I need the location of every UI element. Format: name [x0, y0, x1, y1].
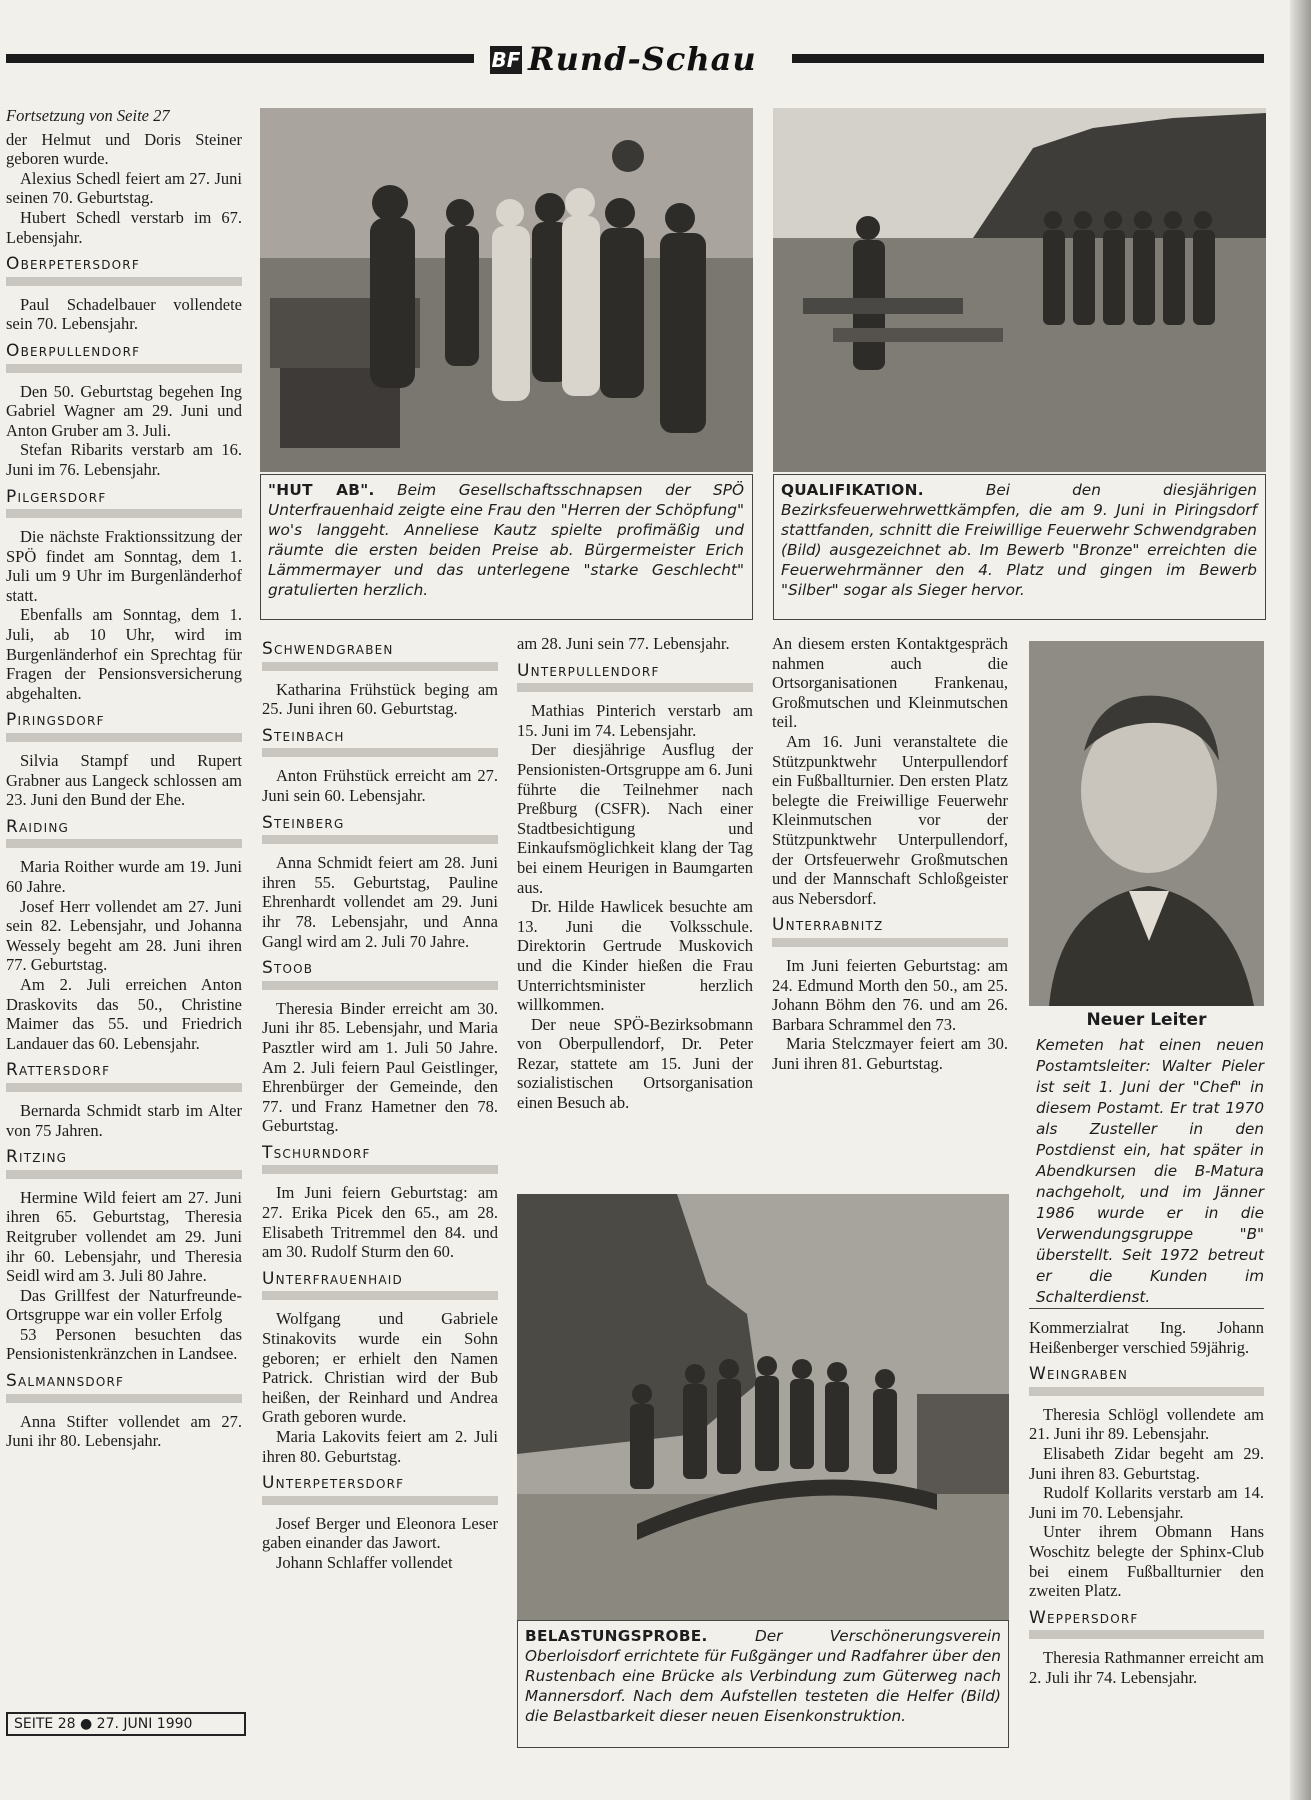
- section-heading: Weingraben: [1029, 1365, 1264, 1396]
- intro-paragraph: Hubert Schedl verstarb im 67. Lebensjahr.: [6, 207, 242, 247]
- section-paragraph: Maria Stelczmayer feiert am 30. Juni ihren 81. Geburtstag.: [772, 1034, 1008, 1073]
- section-heading: Rattersdorf: [6, 1061, 242, 1092]
- section-heading: Oberpetersdorf: [6, 255, 242, 286]
- column-5-sections: [1029, 1365, 1264, 1687]
- continued-note: Fortsetzung von Seite 27: [6, 106, 170, 125]
- photo-hut-ab-graphic: [260, 108, 753, 472]
- section-heading: Oberpullendorf: [6, 342, 242, 373]
- section-paragraph: Anton Frühstück erreicht am 27. Juni sein 60. Lebensjahr.: [262, 766, 498, 805]
- section-paragraph: Stefan Ribarits verstarb am 16. Juni im 76. Lebensjahr.: [6, 440, 242, 479]
- section-paragraph: Die nächste Fraktionssitzung der SPÖ findet am Sonntag, dem 1. Juli um 9 Uhr im Burgenländerhof statt.: [6, 527, 242, 605]
- section-paragraph: Hermine Wild feiert am 27. Juni ihren 65. Geburtstag, Theresia Reitgruber vollendet am 29. Juni ihr 60. Lebensjahr, und Theresia Seidl wird am 3. Juli 80 Jahre.: [6, 1187, 242, 1286]
- section-heading: Unterpetersdorf: [262, 1474, 498, 1505]
- section-paragraph: Anna Schmidt feiert am 28. Juni ihren 55. Geburtstag, Pauline Ehrenhardt vollendet am 29. Juni ihr 78. Lebensjahr, und Anna Gangl wird am 2. Juli 70 Jahre.: [262, 853, 498, 951]
- column-4: [772, 634, 1008, 1073]
- section-heading: Pilgersdorf: [6, 488, 242, 519]
- section-heading: Piringsdorf: [6, 711, 242, 742]
- page-edge: [1290, 0, 1311, 1800]
- caption-hut-ab-frame: [260, 474, 753, 620]
- photo-belastungsprobe: [517, 1194, 1009, 1620]
- section-paragraph: Der diesjährige Ausflug der Pensionisten-Ortsgruppe am 6. Juni führte die Teilnehmer nach Preßburg (CSFR). Nach einer Stadtbesichtigung und Einkaufsmöglichkeit klang der Tag bei einem Heurigen in Baumgarten aus.: [517, 740, 753, 897]
- caption-hut-ab-title: "HUT AB".: [268, 481, 375, 499]
- section-heading: Steinberg: [262, 814, 498, 845]
- section-paragraph: Im Juni feiern Geburtstag: am 27. Erika Picek den 65., am 28. Elisabeth Tritremmel den 84. und am 30. Rudolf Sturm den 60.: [262, 1183, 498, 1262]
- masthead-title: Rund-Schau: [528, 40, 757, 78]
- section-paragraph: Theresia Binder erreicht am 30. Juni ihr 85. Lebensjahr, und Maria Pasztler wird am 1. Juli 50 Jahre. Am 2. Juli feiern Paul Geistlinger, Ehrenbürger der Gemeinde, den 77. und Franz Hametner den 78. Geburtstag.: [262, 998, 498, 1136]
- page-footer: [6, 1712, 246, 1736]
- intro-paragraph: Am 16. Juni veranstaltete die Stützpunktwehr Unterpullendorf ein Fußballturnier. Den ersten Platz belegte die Freiwillige Feuerwehr Kleinmutschen vor der Stützpunktwehr Unterpullendorf, der Ortsfeuerwehr Großmutschen und der Mannschaft Schloßgeister aus Nebersdorf.: [772, 731, 1008, 908]
- section-paragraph: Unter ihrem Obmann Hans Woschitz belegte der Sphinx-Club bei einem Fußballturnier den zweiten Platz.: [1029, 1522, 1264, 1601]
- column-1-intro: [6, 130, 242, 248]
- portrait-graphic: [1029, 641, 1264, 1006]
- section-paragraph: Den 50. Geburtstag begehen Ing Gabriel Wagner am 29. Juni und Anton Gruber am 3. Juli.: [6, 381, 242, 440]
- section-paragraph: Maria Roither wurde am 19. Juni 60 Jahre.: [6, 857, 242, 896]
- portrait-divider: [1029, 1308, 1264, 1309]
- intro-paragraph: Alexius Schedl feiert am 27. Juni seinen 70. Geburtstag.: [6, 168, 242, 208]
- masthead-rule-right: [792, 54, 1264, 63]
- column-3: [517, 634, 753, 1113]
- section-heading: Unterrabnitz: [772, 916, 1008, 947]
- intro-paragraph: An diesem ersten Kontaktgespräch nahmen auch die Ortsorganisationen Frankenau, Großmutschen und Kleinmutschen teil.: [772, 634, 1008, 732]
- caption-belastungsprobe-title: BELASTUNGSPROBE.: [525, 1627, 708, 1645]
- section-paragraph: Wolfgang und Gabriele Stinakovits wurde ein Sohn geboren; er erhielt den Namen Patrick. Christian wird der Bub heißen, der Reinhard und Andrea Grath geboren wurde.: [262, 1309, 498, 1427]
- section-heading: Weppersdorf: [1029, 1609, 1264, 1640]
- portrait-caption: Kemeten hat einen neuen Postamtsleiter: Walter Pieler ist seit 1. Juni der "Chef" in diesem Postamt. Er trat 1970 als Zusteller in den Postdienst ein, hat später in Abendkursen die B-Matura nachgeholt, und im Jänner 1986 wurde er in die Verwendungsgruppe "B" überstellt. Seit 1972 betreut er die Kunden im Schalterdienst.: [1036, 1036, 1264, 1306]
- column-2: [262, 632, 498, 1573]
- caption-qualifikation-title: QUALIFIKATION.: [781, 481, 924, 499]
- section-paragraph: Rudolf Kollarits verstarb am 14. Juni im 70. Lebensjahr.: [1029, 1483, 1264, 1522]
- section-paragraph: Das Grillfest der Naturfreunde-Ortsgruppe war ein voller Erfolg: [6, 1285, 242, 1325]
- section-heading: Ritzing: [6, 1148, 242, 1179]
- masthead-rule-left: [6, 54, 474, 63]
- portrait-title: Neuer Leiter: [1086, 1010, 1207, 1030]
- column-3-sections: [517, 662, 753, 1113]
- caption-qualifikation-text: Bei den diesjährigen Bezirksfeuerwehrwettkämpfen, die am 9. Juni in Piringsdorf stattfanden, schnitt die Freiwillige Feuerwehr Schwendgraben (Bild) ausgezeichnet ab. Im Bewerb "Bronze" erreichten die Feuerwehrmänner den 4. Platz und gingen im Bewerb "Silber" sogar als Sieger hervor.: [781, 481, 1257, 599]
- column-5-intro: Kommerzialrat Ing. Johann Heißenberger verschied 59jährig.: [1029, 1318, 1264, 1357]
- section-paragraph: Theresia Schlögl vollendete am 21. Juni ihr 89. Lebensjahr.: [1029, 1404, 1264, 1444]
- section-paragraph: Der neue SPÖ-Bezirksobmann von Oberpullendorf, Dr. Peter Rezar, stattete am 15. Juni der sozialistischen Ortsorganisation einen Besuch ab.: [517, 1014, 753, 1113]
- section-paragraph: Elisabeth Zidar begeht am 29. Juni ihren 83. Geburtstag.: [1029, 1443, 1264, 1483]
- footer-bullet: ●: [79, 1716, 93, 1732]
- section-heading: Salmannsdorf: [6, 1372, 242, 1403]
- footer-date: 27. JUNI 1990: [96, 1716, 193, 1732]
- section-heading: Steinbach: [262, 727, 498, 758]
- column-5: [1029, 1318, 1264, 1688]
- caption-belastungsprobe-frame: [517, 1620, 1009, 1748]
- caption-belastungsprobe-text: Der Verschönerungsverein Oberloisdorf errichtete für Fußgänger und Radfahrer über den Rustenbach eine Brücke als Verbindung zum Güterweg nach Mannersdorf. Nach dem Aufstellen testeten die Helfer (Bild) die Belastbarkeit dieser neuen Eisenkonstruktion.: [525, 1627, 1001, 1725]
- section-paragraph: Mathias Pinterich verstarb am 15. Juni im 74. Lebensjahr.: [517, 701, 753, 740]
- section-paragraph: Johann Schlaffer vollendet: [276, 1552, 453, 1572]
- section-paragraph: Ebenfalls am Sonntag, dem 1. Juli, ab 10 Uhr, wird im Burgenländerhof ein Sprechtag für Fragen der Pensionsversicherung abgehalten.: [6, 605, 242, 703]
- section-paragraph: Paul Schadelbauer vollendete sein 70. Lebensjahr.: [6, 294, 242, 334]
- section-paragraph: 53 Personen besuchten das Pensionistenkränzchen in Landsee.: [6, 1324, 242, 1364]
- photo-qualifikation: [773, 108, 1266, 472]
- column-1-sections: [6, 255, 242, 1451]
- caption-qualifikation-frame: [773, 474, 1266, 620]
- column-4-intro: [772, 634, 1008, 908]
- column-3-intro: am 28. Juni sein 77. Lebensjahr.: [517, 634, 730, 653]
- photo-qualifikation-graphic: [773, 108, 1266, 472]
- masthead-logo: BF: [491, 48, 521, 72]
- section-heading: Unterfrauenhaid: [262, 1270, 498, 1301]
- section-heading: Unterpullendorf: [517, 662, 753, 693]
- column-1: [6, 106, 242, 1451]
- column-4-sections: [772, 916, 1008, 1073]
- section-paragraph: Im Juni feierten Geburtstag: am 24. Edmund Morth den 50., am 25. Johann Böhm den 76. und am 26. Barbara Schrammel den 73.: [772, 955, 1008, 1034]
- section-paragraph: Dr. Hilde Hawlicek besuchte am 13. Juni die Volksschule. Direktorin Gertrude Muskovich und die Kinder hießen die Frau Unterrichtsminister herzlich willkommen.: [517, 897, 753, 1015]
- section-heading: Tschurndorf: [262, 1144, 498, 1175]
- caption-hut-ab-text: Beim Gesellschaftsschnapsen der SPÖ Unterfrauenhaid zeigte eine Frau den "Herren der Schöpfung" wo's langgeht. Anneliese Kautz spielte profimäßig und räumte die ersten beiden Preise ab. Bürgermeister Erich Lämmermayer und das unterlegene "starke Geschlecht" gratulierten herzlich.: [268, 481, 744, 599]
- section-paragraph: Maria Lakovits feiert am 2. Juli ihren 80. Geburtstag.: [262, 1427, 498, 1466]
- photo-belastungsprobe-graphic: [517, 1194, 1009, 1620]
- section-paragraph: Josef Herr vollendet am 27. Juni sein 82. Lebensjahr, und Johanna Wessely begeht am 28. Juni ihren 77. Geburtstag.: [6, 896, 242, 975]
- section-heading: Stoob: [262, 959, 498, 990]
- column-2-sections: [262, 640, 498, 1573]
- section-heading: Schwendgraben: [262, 640, 498, 671]
- section-paragraph: Josef Berger und Eleonora Leser gaben einander das Jawort.: [262, 1513, 498, 1553]
- section-paragraph: Am 2. Juli erreichen Anton Draskovits das 50., Christine Maimer das 55. und Friedrich Landauer das 60. Lebensjahr.: [6, 974, 242, 1053]
- section-paragraph: Anna Stifter vollendet am 27. Juni ihr 80. Lebensjahr.: [6, 1411, 242, 1451]
- section-paragraph: Theresia Rathmanner erreicht am 2. Juli ihr 74. Lebensjahr.: [1029, 1648, 1264, 1687]
- section-heading: Raiding: [6, 818, 242, 849]
- section-paragraph: Bernarda Schmidt starb im Alter von 75 Jahren.: [6, 1100, 242, 1140]
- section-paragraph: Katharina Frühstück beging am 25. Juni ihren 60. Geburtstag.: [262, 679, 498, 719]
- section-paragraph: Silvia Stampf und Rupert Grabner aus Langeck schlossen am 23. Juni den Bund der Ehe.: [6, 751, 242, 810]
- portrait-photo: [1029, 641, 1264, 1006]
- photo-hut-ab: [260, 108, 753, 472]
- footer-page: SEITE 28: [14, 1716, 76, 1732]
- intro-paragraph: der Helmut und Doris Steiner geboren wurde.: [6, 129, 242, 169]
